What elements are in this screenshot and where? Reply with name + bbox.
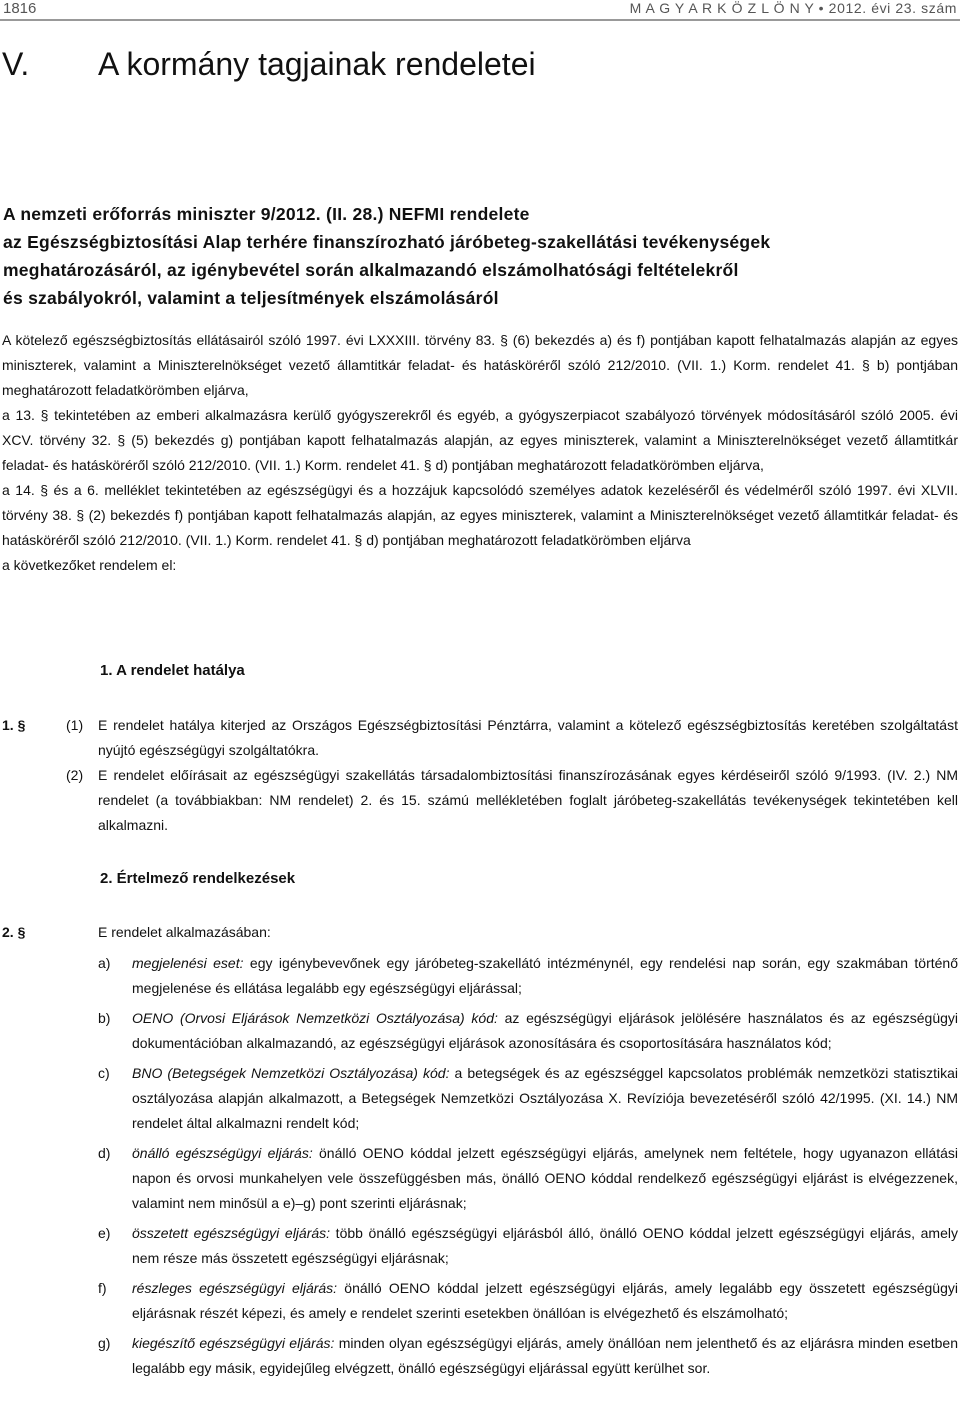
definitions-intro: E rendelet alkalmazásában: [98,924,271,940]
header-rule [0,19,960,21]
section-2 [2,920,958,1381]
page-number: 1816 [3,0,37,17]
preamble-paragraph: A kötelező egészségbiztosítás ellátásairól szóló 1997. évi LXXXIII. törvény 83. § (6) bekezdés a) és f) pontjában kapott felhatalmazás alapján az egyes miniszterek, valamint a Miniszterelnökséget vezető államtitkár feladat- és hatásköréről szóló 212/2010. (VII. 1.) Korm. rendelet 41. § b) pontjában meghatározott feladatkörömben eljárva, [2,332,958,398]
page-header [0,0,960,22]
definition-text [132,1276,958,1326]
preamble [2,328,958,578]
definition-letter: c) [98,1065,110,1081]
section-heading: 1. A rendelet hatálya [100,662,245,679]
definition-term: összetett egészségügyi eljárás: [132,1225,331,1241]
definition-item [2,1006,958,1056]
definition-list [2,951,958,1381]
subsection [2,713,958,763]
definition-term: kiegészítő egészségügyi eljárás: [132,1335,335,1351]
subsection [2,763,958,838]
decree-title-line: és szabályokról, valamint a teljesítmények elszámolásáról [3,288,499,308]
definition-item [2,1276,958,1326]
subsection-text: E rendelet hatálya kiterjed az Országos Egészségbiztosítási Pénztárra, valamint a kötelező egészségbiztosítás keretében szolgáltatást nyújtó egészségügyi szolgáltatókra. [98,717,958,758]
subsection-number: (2) [66,767,84,783]
chapter-number: V. [2,46,30,82]
definition-letter: d) [98,1145,111,1161]
decree-title-line: meghatározásáról, az igénybevétel során alkalmazandó elszámolhatósági feltételekről [3,260,739,280]
section-number: 1. § [2,717,26,733]
definition-letter: f) [98,1280,107,1296]
decree-title-line: A nemzeti erőforrás miniszter 9/2012. (II. 28.) NEFMI rendelete [3,204,530,224]
definition-text [132,1221,958,1271]
definition-text [132,1061,958,1136]
definition-body: önálló OENO kóddal jelzett egészségügyi eljárás, amely legalább egy összetett egészségügyi eljárásnak részét képezi, és amely e rendelet szerinti esetekben önállóan is elvégezhető és elszámolható; [132,1280,958,1321]
definition-text [132,1006,958,1056]
definition-term: részleges egészségügyi eljárás: [132,1280,338,1296]
preamble-paragraph: a 13. § tekintetében az emberi alkalmazásra kerülő gyógyszerekről és egyéb, a gyógyszerpiacot szabályozó törvények módosításáról szóló 2005. évi XCV. törvény 32. § (5) bekezdés g) pontjában kapott felhatalmazás alapján, az egyes miniszterek, valamint a Miniszterelnökséget vezető államtitkár feladat- és hatásköréről szóló 212/2010. (VII. 1.) Korm. rendelet 41. § d) pontjában meghatározott feladatkörömben eljárva, [2,407,958,473]
definition-body: minden olyan egészségügyi eljárás, amely önállóan nem jelenthető és az eljárásra minden esetben legalább egy másik, egyidejűleg elvégzett, önálló egészségügyi eljárással együtt kerülhet sor. [132,1335,958,1376]
decree-title-line: az Egészségbiztosítási Alap terhére finanszírozható járóbeteg-szakellátási tevékenységek [3,232,771,252]
definition-item [2,951,958,1001]
running-head: M A G Y A R K Ö Z L Ö N Y • 2012. évi 23. szám [629,0,957,16]
definition-letter: a) [98,955,111,971]
subsection-number: (1) [66,717,84,733]
definition-item [2,1061,958,1136]
chapter-heading [2,46,536,83]
definition-body: több önálló egészségügyi eljárásból álló, önálló OENO kóddal jelzett egészségügyi eljárás, amely nem része más összetett egészségügyi eljárásnak; [132,1225,958,1266]
section-1 [2,713,958,838]
definition-letter: e) [98,1225,111,1241]
definition-text [132,951,958,1001]
section-heading: 2. Értelmező rendelkezések [100,870,296,887]
definition-term: BNO (Betegségek Nemzetközi Osztályozása) kód: [132,1065,450,1081]
definition-item [2,1141,958,1216]
section-number: 2. § [2,924,26,940]
preamble-paragraph: a 14. § és a 6. melléklet tekintetében az egészségügyi és a hozzájuk kapcsolódó személyes adatok kezeléséről és védelméről szóló 1997. évi XLVII. törvény 38. § (2) bekezdés f) pontjában kapott felhatalmazás alapján, az egyes miniszterek, valamint a Miniszterelnökséget vezető államtitkár feladat- és hatásköréről szóló 212/2010. (VII. 1.) Korm. rendelet 41. § d) pontjában meghatározott feladatkörömben eljárva [2,482,958,548]
definition-body: a betegségek és az egészséggel kapcsolatos problémák nemzetközi statisztikai osztályozása alapján alkalmazott, a Betegségek Nemzetközi Osztályozása X. Revíziója bevezetéséről szóló 42/1995. (XI. 14.) NM rendelet által alkalmazni rendelt kód; [132,1065,959,1131]
definition-item [2,1221,958,1271]
definition-text [132,1331,958,1381]
definition-text [132,1141,958,1216]
definition-body: az egészségügyi eljárások jelölésére használatos és az egészségügyi dokumentációban alkalmazandó, az egészségügyi eljárások azonosítására és csoportosítására használatos kód; [132,1010,958,1051]
definition-term: OENO (Orvosi Eljárások Nemzetközi Osztályozása) kód: [132,1010,498,1026]
definition-body: önálló OENO kóddal jelzett egészségügyi eljárás, amelynek nem feltétele, hogy ugyanazon ellátási napon és orvosi munkahelyen vele összefüggésben más, önálló OENO kóddal rendelkező egészségügyi eljárást is elvégezzenek, valamint nem minősül a e)–g) pont szerinti eljárásnak; [132,1145,959,1211]
subsection-text: E rendelet előírásait az egészségügyi szakellátás társadalombiztosítási finanszírozásának egyes kérdéseiről szóló 9/1993. (IV. 2.) NM rendelet (a továbbiakban: NM rendelet) 2. és 15. számú mellékletében foglalt járóbeteg-szakellátás tevékenységek tekintetében kell alkalmazni. [98,767,958,833]
definition-letter: b) [98,1010,111,1026]
enactment-formula: a következőket rendelem el: [2,557,177,573]
decree-title [3,200,943,312]
definition-body: egy igénybevevőnek egy járóbeteg-szakellátó intézménynél, egy rendelési nap során, egy szakmában történő megjelenése és ellátása legalább egy egészségügyi eljárással; [132,955,959,996]
chapter-title: A kormány tagjainak rendeletei [98,46,536,82]
definition-term: megjelenési eset: [132,955,244,971]
definition-term: önálló egészségügyi eljárás: [132,1145,313,1161]
definition-item [2,1331,958,1381]
definition-letter: g) [98,1335,111,1351]
